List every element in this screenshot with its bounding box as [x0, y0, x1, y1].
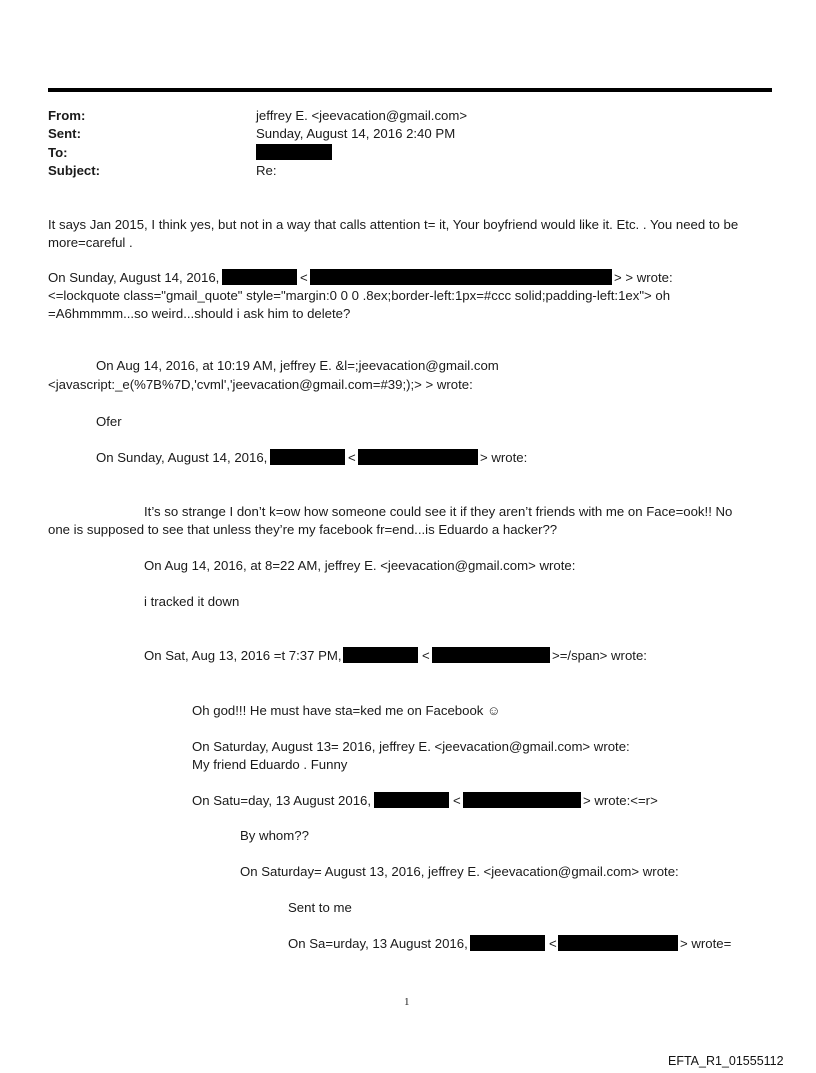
redaction-q5-email [432, 647, 550, 663]
quote-header-4: On Aug 14, 2016, at 8=22 AM, jeffrey E. <jeevacation@gmail.com> wrote: [144, 558, 576, 573]
redaction-q1-name [222, 269, 297, 285]
quote-header-6: On Saturday, August 13= 2016, jeffrey E. <jeevacation@gmail.com> wrote: [192, 739, 630, 754]
quote-header-5-lt: < [422, 648, 430, 663]
redaction-q9-name [470, 935, 545, 951]
quote-header-9-suffix: > wrote= [680, 936, 732, 951]
page-number: 1 [404, 996, 410, 1008]
quote-header-7-lt: < [453, 793, 461, 808]
redaction-q1-email [310, 269, 612, 285]
quote-header-7-suffix: > wrote:<=r> [583, 793, 658, 808]
quote-header-9-lt: < [549, 936, 557, 951]
quote-header-1-lt: < [300, 270, 308, 285]
body-paragraph-1: It says Jan 2015, I think yes, but not in a way that calls attention t= it, Your boyfriend would like it. Etc. . You need to be more=careful . [48, 217, 739, 250]
redaction-q3-name [270, 449, 345, 465]
quote-header-3-prefix: On Sunday, August 14, 2016, [96, 450, 268, 465]
from-label: From: [48, 108, 86, 123]
sent-to-me-text: Sent to me [288, 900, 352, 915]
quote-header-7-prefix: On Satu=day, 13 August 2016, [192, 793, 372, 808]
quote-header-5-prefix: On Sat, Aug 13, 2016 =t 7:37 PM, [144, 648, 342, 663]
by-whom-text: By whom?? [240, 828, 309, 843]
redaction-q5-name [343, 647, 418, 663]
subject-label: Subject: [48, 163, 101, 178]
from-value: jeffrey E. <jeevacation@gmail.com> [256, 108, 468, 123]
body-paragraph-2-line-1: It’s so strange I don’t k=ow how someone could see it if they aren’t friends with me on Face=ook!! No [144, 504, 733, 519]
redaction-q7-name [374, 792, 449, 808]
sent-value: Sunday, August 14, 2016 2:40 PM [256, 126, 456, 141]
quote-header-1-suffix: > > wrote: [614, 270, 673, 285]
ofer-text: Ofer [96, 414, 122, 429]
quote-header-3-suffix: > wrote: [480, 450, 528, 465]
redaction-q7-email [463, 792, 581, 808]
document-id: EFTA_R1_01555112 [668, 1054, 784, 1068]
tracked-text: i tracked it down [144, 594, 240, 609]
quote-line-3: =A6hmmmm...so weird...should i ask him to delete? [48, 306, 351, 321]
sent-label: Sent: [48, 126, 81, 141]
quote-header-2-line-2: <javascript:_e(%7B%7D,'cvml','jeevacation@gmail.com=#39;);> > wrote: [48, 377, 473, 392]
redaction-to [256, 144, 332, 160]
quote-line-2: <=lockquote class="gmail_quote" style="margin:0 0 0 .8ex;border-left:1px=#ccc solid;padding-left:1ex"> oh [48, 288, 671, 303]
redaction-q3-email [358, 449, 478, 465]
quote-header-5-suffix: >=/span> wrote: [552, 648, 647, 663]
body-paragraph-2-line-2: one is supposed to see that unless they’re my facebook fr=end...is Eduardo a hacker?? [48, 522, 558, 537]
redaction-q9-email [558, 935, 678, 951]
quote-header-1-prefix: On Sunday, August 14, 2016, [48, 270, 220, 285]
quote-header-2-line-1: On Aug 14, 2016, at 10:19 AM, jeffrey E. &l=;jeevacation@gmail.com [96, 358, 499, 373]
quote-header-3-lt: < [348, 450, 356, 465]
eduardo-text: My friend Eduardo . Funny [192, 757, 348, 772]
to-label: To: [48, 145, 68, 160]
header-rule [48, 88, 772, 92]
quote-header-8: On Saturday= August 13, 2016, jeffrey E. <jeevacation@gmail.com> wrote: [240, 864, 679, 879]
subject-value: Re: [256, 163, 277, 178]
oh-god-text: Oh god!!! He must have sta=ked me on Facebook ☺ [192, 703, 501, 718]
quote-header-9-prefix: On Sa=urday, 13 August 2016, [288, 936, 468, 951]
